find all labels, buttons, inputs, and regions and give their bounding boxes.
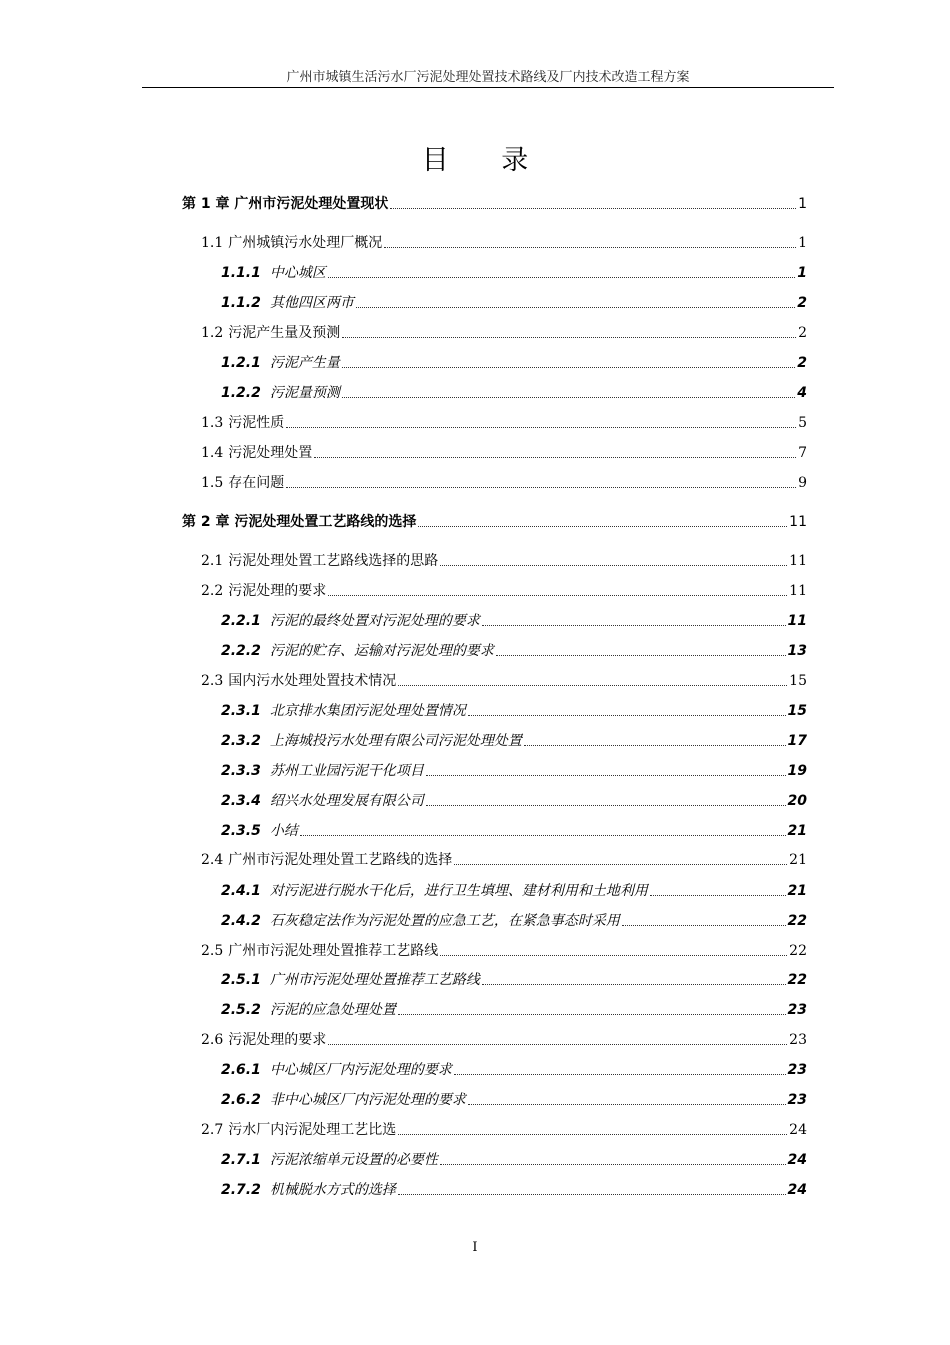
toc-entry-number: 2.3.5 — [221, 823, 261, 839]
toc-entry-label — [221, 1059, 452, 1081]
toc-leader-dots — [440, 940, 787, 956]
toc-entry-number: 2.3 — [201, 673, 224, 689]
toc-entry-page: 11 — [789, 583, 807, 599]
toc-entry-text: 污泥产生量及预测 — [228, 325, 341, 341]
toc-leader-dots — [454, 849, 787, 865]
toc-entry-chapter[interactable] — [182, 193, 807, 215]
toc-entry-text: 污泥的应急处理处置 — [269, 1002, 396, 1018]
toc-entry-page: 15 — [789, 673, 807, 689]
toc-entry-text: 污泥性质 — [228, 415, 285, 431]
toc-entry-label — [201, 940, 438, 962]
toc-entry-section[interactable] — [201, 472, 807, 494]
toc-entry-subsection[interactable] — [221, 910, 807, 932]
toc-entry-text: 中心城区 — [269, 265, 326, 281]
toc-entry-label — [221, 999, 396, 1021]
toc-entry-text: 污泥处理的要求 — [228, 583, 327, 599]
toc-entry-text: 小结 — [269, 823, 298, 839]
toc-entry-number: 2.6.2 — [221, 1092, 261, 1108]
toc-entry-section[interactable] — [201, 580, 807, 602]
toc-entry-page: 1 — [798, 196, 807, 212]
toc-entry-label — [182, 511, 416, 533]
toc-entry-text: 存在问题 — [228, 475, 285, 491]
toc-entry-text: 第 1 章 广州市污泥处理处置现状 — [182, 196, 389, 212]
toc-leader-dots — [398, 670, 787, 686]
toc-entry-number: 2.3.4 — [221, 793, 261, 809]
toc-entry-label — [201, 322, 340, 344]
toc-entry-section[interactable] — [201, 322, 807, 344]
toc-entry-label — [201, 232, 382, 254]
toc-entry-subsection[interactable] — [221, 969, 807, 991]
toc-leader-dots — [650, 880, 786, 896]
toc-entry-number: 2.6 — [201, 1032, 224, 1048]
toc-leader-dots — [328, 1029, 787, 1045]
toc-entry-section[interactable] — [201, 940, 807, 962]
toc-entry-subsection[interactable] — [221, 1059, 807, 1081]
toc-entry-label — [221, 910, 620, 932]
toc-entry-text: 绍兴水处理发展有限公司 — [269, 793, 424, 809]
toc-leader-dots — [300, 820, 786, 836]
toc-entry-page: 21 — [787, 823, 807, 839]
toc-entry-label — [221, 1089, 466, 1111]
toc-leader-dots — [454, 1059, 786, 1075]
toc-leader-dots — [482, 610, 786, 626]
toc-entry-label — [201, 1029, 326, 1051]
toc-entry-label — [201, 442, 312, 464]
toc-entry-text: 广州市污泥处理处置推荐工艺路线 — [269, 972, 480, 988]
toc-entry-text: 污泥处理处置 — [228, 445, 313, 461]
toc-entry-label — [201, 472, 284, 494]
toc-entry-page: 1 — [798, 235, 807, 251]
toc-entry-subsection[interactable] — [221, 382, 807, 404]
toc-entry-number: 2.3.3 — [221, 763, 261, 779]
toc-entry-number: 2.7.2 — [221, 1182, 261, 1198]
toc-entry-page: 21 — [789, 852, 807, 868]
toc-leader-dots — [328, 262, 795, 278]
toc-entry-label — [182, 193, 388, 215]
toc-entry-label — [201, 670, 396, 692]
toc-entry-text: 石灰稳定法作为污泥处置的应急工艺，在紧急事态时采用 — [269, 913, 620, 929]
toc-title: 目 录 — [421, 145, 551, 176]
toc-entry-text: 污泥处理的要求 — [228, 1032, 327, 1048]
toc-entry-page: 19 — [787, 763, 807, 779]
toc-entry-number: 1.2.1 — [221, 355, 261, 371]
toc-entry-page: 11 — [787, 613, 807, 629]
toc-entry-subsection[interactable] — [221, 700, 807, 722]
toc-entry-page: 11 — [789, 553, 807, 569]
toc-entry-subsection[interactable] — [221, 292, 807, 314]
toc-entry-label — [201, 580, 326, 602]
toc-leader-dots — [440, 550, 787, 566]
toc-entry-number: 2.5.2 — [221, 1002, 261, 1018]
toc-entry-number: 2.1 — [201, 553, 224, 569]
toc-leader-dots — [482, 969, 786, 985]
toc-entry-number: 1.1 — [201, 235, 224, 251]
toc-entry-label — [221, 640, 494, 662]
toc-entry-page: 23 — [787, 1062, 807, 1078]
toc-entry-text: 污泥产生量 — [269, 355, 340, 371]
toc-entry-label — [221, 820, 298, 842]
toc-entry-number: 1.1.2 — [221, 295, 261, 311]
toc-entry-subsection[interactable] — [221, 760, 807, 782]
toc-entry-page: 24 — [789, 1122, 807, 1138]
toc-leader-dots — [426, 760, 786, 776]
running-header: 广州市城镇生活污水厂污泥处理处置技术路线及厂内技术改造工程方案 — [286, 70, 690, 85]
toc-entry-label — [221, 382, 340, 404]
toc-entry-number: 2.7.1 — [221, 1152, 261, 1168]
toc-leader-dots — [314, 442, 796, 458]
toc-entry-text: 污泥量预测 — [269, 385, 340, 401]
toc-entry-page: 22 — [787, 913, 807, 929]
toc-entry-subsection[interactable] — [221, 730, 807, 752]
toc-entry-page: 2 — [797, 355, 807, 371]
page-number: I — [472, 1240, 478, 1255]
toc-entry-subsection[interactable] — [221, 1149, 807, 1171]
toc-entry-label — [201, 1119, 396, 1141]
toc-entry-section[interactable] — [201, 232, 807, 254]
toc-entry-number: 1.4 — [201, 445, 224, 461]
toc-entry-text: 广州城镇污水处理厂概况 — [228, 235, 383, 251]
toc-entry-page: 1 — [797, 265, 807, 281]
toc-entry-text: 上海城投污水处理有限公司污泥处理处置 — [269, 733, 522, 749]
toc-entry-label — [221, 880, 648, 902]
toc-entry-number: 1.2 — [201, 325, 224, 341]
toc-leader-dots — [328, 580, 787, 596]
toc-entry-number: 2.2.2 — [221, 643, 261, 659]
toc-leader-dots — [390, 193, 796, 209]
toc-entry-label — [221, 610, 480, 632]
toc-entry-subsection[interactable] — [221, 640, 807, 662]
toc-leader-dots — [398, 1119, 787, 1135]
toc-entry-number: 2.4.1 — [221, 883, 261, 899]
toc-entry-number: 2.6.1 — [221, 1062, 261, 1078]
toc-leader-dots — [342, 382, 795, 398]
toc-entry-text: 广州市污泥处理处置推荐工艺路线 — [228, 943, 439, 959]
toc-entry-text: 污泥浓缩单元设置的必要性 — [269, 1152, 438, 1168]
toc-entry-number: 2.2 — [201, 583, 224, 599]
toc-entry-subsection[interactable] — [221, 880, 807, 902]
toc-entry-label — [221, 352, 340, 374]
toc-leader-dots — [440, 1149, 786, 1165]
toc-entry-label — [221, 1149, 438, 1171]
toc-entry-number: 1.5 — [201, 475, 224, 491]
toc-entry-text: 污泥处理处置工艺路线选择的思路 — [228, 553, 439, 569]
toc-entry-section[interactable] — [201, 670, 807, 692]
toc-leader-dots — [384, 232, 796, 248]
toc-entry-label — [201, 849, 452, 871]
toc-entry-page: 17 — [787, 733, 807, 749]
toc-entry-text: 第 2 章 污泥处理处置工艺路线的选择 — [182, 514, 417, 530]
toc-entry-subsection[interactable] — [221, 790, 807, 812]
toc-entry-label — [221, 262, 326, 284]
toc-entry-page: 23 — [789, 1032, 807, 1048]
toc-entry-text: 机械脱水方式的选择 — [269, 1182, 396, 1198]
toc-entry-subsection[interactable] — [221, 610, 807, 632]
toc-entry-number: 1.3 — [201, 415, 224, 431]
toc-entry-page: 21 — [787, 883, 807, 899]
toc-entry-page: 22 — [789, 943, 807, 959]
toc-entry-label — [221, 969, 480, 991]
toc-entry-section[interactable] — [201, 442, 807, 464]
toc-entry-page: 20 — [787, 793, 807, 809]
toc-entry-number: 2.7 — [201, 1122, 224, 1138]
toc-entry-page: 23 — [787, 1092, 807, 1108]
toc-entry-number: 2.4 — [201, 852, 224, 868]
toc-entry-text: 非中心城区厂内污泥处理的要求 — [269, 1092, 466, 1108]
toc-entry-label — [221, 760, 424, 782]
toc-entry-page: 11 — [789, 514, 807, 530]
toc-entry-page: 23 — [787, 1002, 807, 1018]
toc-entry-page: 4 — [797, 385, 807, 401]
toc-leader-dots — [356, 292, 795, 308]
toc-entry-text: 北京排水集团污泥处理处置情况 — [269, 703, 466, 719]
toc-entry-page: 5 — [798, 415, 807, 431]
toc-entry-text: 污泥的贮存、运输对污泥处理的要求 — [269, 643, 494, 659]
toc-leader-dots — [418, 511, 787, 527]
toc-leader-dots — [468, 1089, 786, 1105]
toc-leader-dots — [286, 472, 796, 488]
toc-entry-page: 22 — [787, 972, 807, 988]
toc-entry-page: 7 — [798, 445, 807, 461]
toc-leader-dots — [398, 1179, 786, 1195]
toc-leader-dots — [496, 640, 786, 656]
toc-entry-label — [221, 292, 354, 314]
toc-entry-section[interactable] — [201, 849, 807, 871]
toc-entry-number: 2.4.2 — [221, 913, 261, 929]
toc-entry-page: 15 — [787, 703, 807, 719]
toc-entry-number: 2.2.1 — [221, 613, 261, 629]
toc-entry-text: 污水厂内污泥处理工艺比选 — [228, 1122, 397, 1138]
toc-entry-section[interactable] — [201, 550, 807, 572]
toc-entry-number: 2.5 — [201, 943, 224, 959]
toc-entry-section[interactable] — [201, 1029, 807, 1051]
toc-entry-chapter[interactable] — [182, 511, 807, 533]
toc-entry-page: 24 — [787, 1152, 807, 1168]
toc-leader-dots — [342, 352, 795, 368]
toc-entry-text: 广州市污泥处理处置工艺路线的选择 — [228, 852, 453, 868]
toc-entry-number: 1.1.1 — [221, 265, 261, 281]
toc-entry-page: 9 — [798, 475, 807, 491]
toc-entry-number: 1.2.2 — [221, 385, 261, 401]
toc-entry-subsection[interactable] — [221, 1179, 807, 1201]
toc-entry-subsection[interactable] — [221, 262, 807, 284]
toc-entry-text: 对污泥进行脱水干化后，进行卫生填埋、建材利用和土地利用 — [269, 883, 648, 899]
toc-leader-dots — [398, 999, 786, 1015]
toc-entry-page: 2 — [798, 325, 807, 341]
toc-entry-section[interactable] — [201, 412, 807, 434]
toc-leader-dots — [622, 910, 786, 926]
toc-entry-text: 国内污水处理处置技术情况 — [228, 673, 397, 689]
toc-entry-subsection[interactable] — [221, 820, 807, 842]
toc-entry-label — [201, 550, 438, 572]
toc-entry-text: 中心城区厂内污泥处理的要求 — [269, 1062, 452, 1078]
toc-entry-subsection[interactable] — [221, 352, 807, 374]
toc-entry-page: 2 — [797, 295, 807, 311]
toc-entry-label — [221, 700, 466, 722]
toc-leader-dots — [426, 790, 786, 806]
toc-entry-text: 污泥的最终处置对污泥处理的要求 — [269, 613, 480, 629]
toc-leader-dots — [524, 730, 786, 746]
toc-entry-label — [221, 1179, 396, 1201]
toc-entry-label — [201, 412, 284, 434]
toc-entry-section[interactable] — [201, 1119, 807, 1141]
header-rule — [142, 87, 834, 88]
toc-entry-page: 24 — [787, 1182, 807, 1198]
toc-entry-label — [221, 730, 522, 752]
toc-entry-subsection[interactable] — [221, 999, 807, 1021]
toc-entry-subsection[interactable] — [221, 1089, 807, 1111]
toc-entry-text: 苏州工业园污泥干化项目 — [269, 763, 424, 779]
toc-entry-number: 2.5.1 — [221, 972, 261, 988]
toc-entry-number: 2.3.1 — [221, 703, 261, 719]
toc-entry-page: 13 — [787, 643, 807, 659]
toc-leader-dots — [468, 700, 786, 716]
toc-entry-text: 其他四区两市 — [269, 295, 354, 311]
toc-leader-dots — [342, 322, 796, 338]
toc-entry-label — [221, 790, 424, 812]
toc-leader-dots — [286, 412, 796, 428]
toc-entry-number: 2.3.2 — [221, 733, 261, 749]
